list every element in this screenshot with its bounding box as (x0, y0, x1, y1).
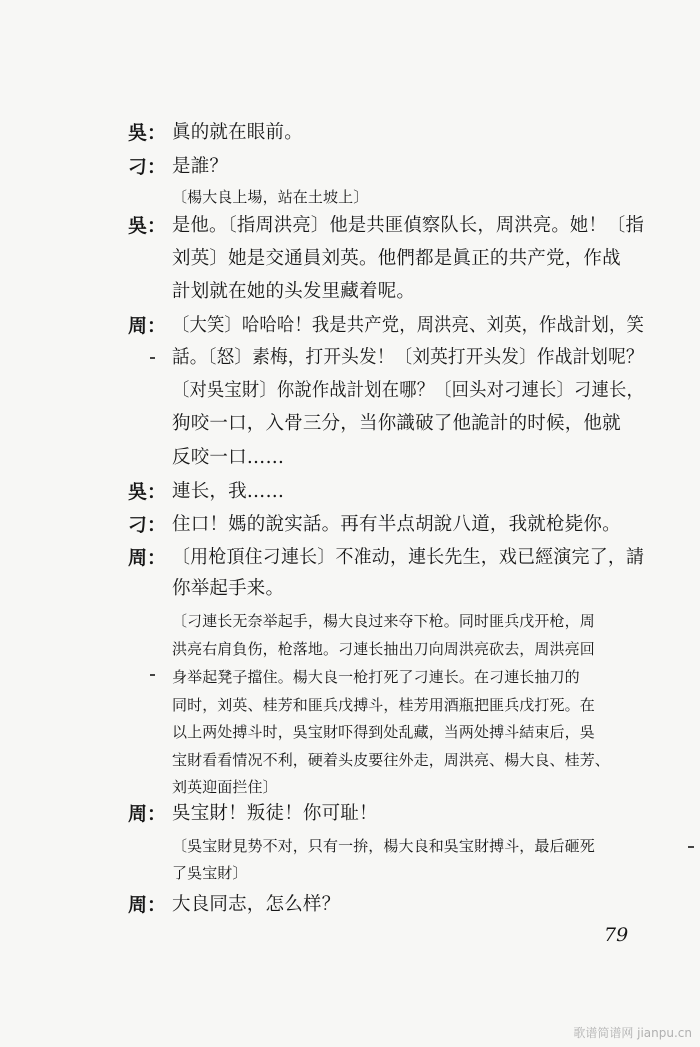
direction-text: 〔楊大良上場，站在土坡上〕 (172, 188, 369, 206)
line-text: 是他。〔指周洪亮〕他是共匪偵察队长，周洪亮。她！〔指 (172, 215, 644, 236)
line-text: 住口！媽的說实話。再有半点胡說八道，我就枪毙你。 (172, 514, 621, 535)
speaker-label: 周： (128, 315, 167, 337)
speaker-label: 周： (128, 894, 167, 916)
line-text: 連长，我…… (172, 481, 285, 502)
watermark: 歌谱简谱网 jianpu.cn (573, 1026, 692, 1040)
speaker-label: 刁： (128, 514, 167, 536)
direction-text: 身举起凳子擋住。楊大良一枪打死了刁連长。在刁連长抽刀的 (172, 668, 580, 686)
speaker-label: 吳： (128, 481, 167, 503)
margin-mark (150, 357, 155, 359)
direction-text: 同时，刘英、桂芳和匪兵戊搏斗，桂芳用酒瓶把匪兵戊打死。在 (172, 696, 595, 714)
margin-mark (688, 846, 694, 848)
speaker-label: 周： (128, 803, 167, 825)
line-text: 〔大笑〕哈哈哈！我是共产党，周洪亮、刘英，作战計划，笑 (172, 315, 644, 336)
line-text: 大良同志，怎么样？ (172, 894, 341, 915)
margin-mark (150, 674, 155, 676)
line-text: 刘英〕她是交通員刘英。他們都是眞正的共产党，作战 (172, 248, 621, 269)
line-text: 話。〔怒〕素梅，打开头发！〔刘英打开头发〕作战計划呢？ (172, 347, 644, 368)
line-text: 眞的就在眼前。 (172, 122, 303, 143)
line-text: 〔用枪頂住刁連长〕不准动，連长先生，戏已經演完了，請 (172, 547, 645, 568)
line-text: 計划就在她的头发里藏着呢。 (172, 281, 416, 302)
direction-text: 刘英迎面拦住〕 (172, 778, 278, 796)
direction-text: 以上两处搏斗时，吳宝財吓得到处乱藏，当两处搏斗結束后，吳 (172, 723, 595, 741)
line-text: 你举起手来。 (172, 578, 285, 599)
direction-text: 洪亮右肩負伤，枪落地。刁連长抽出刀向周洪亮砍去，周洪亮回 (172, 640, 595, 658)
speaker-label: 周： (128, 547, 167, 569)
speaker-label: 吳： (128, 215, 167, 237)
direction-text: 宝財看看情况不利，硬着头皮要往外走，周洪亮、楊大良、桂芳、 (172, 751, 610, 769)
page-number: 79 (604, 924, 629, 946)
line-text: 是誰？ (172, 156, 229, 177)
speaker-label: 吳： (128, 122, 167, 144)
speaker-label: 刁： (128, 156, 167, 178)
direction-text: 〔刁連长无奈举起手，楊大良过来夺下枪。同时匪兵戊开枪，周 (172, 612, 595, 630)
line-text: 〔对吳宝財〕你說作战計划在哪？〔回头对刁連长〕刁連长， (172, 380, 644, 401)
direction-text: 〔吳宝財見势不对，只有一拚，楊大良和吳宝財搏斗，最后砸死 (172, 837, 595, 855)
line-text: 反咬一口…… (172, 447, 285, 468)
direction-text: 了吳宝財〕 (172, 864, 248, 882)
line-text: 吳宝財！叛徒！你可耻！ (172, 803, 378, 824)
line-text: 狗咬一口，入骨三分，当你識破了他詭計的时候，他就 (172, 413, 621, 434)
